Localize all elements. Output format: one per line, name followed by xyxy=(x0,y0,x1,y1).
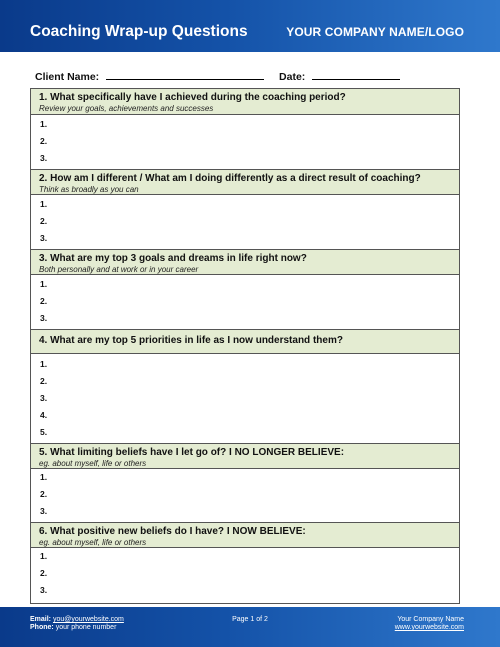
question-section xyxy=(31,523,459,603)
answer-line[interactable]: 1. xyxy=(40,119,48,129)
answer-line[interactable]: 3. xyxy=(40,506,48,516)
answer-line[interactable]: 3. xyxy=(40,585,48,595)
answer-line[interactable]: 3. xyxy=(40,313,48,323)
answer-line[interactable]: 3. xyxy=(40,393,48,403)
phone-label: Phone: xyxy=(30,624,54,631)
answer-line[interactable]: 4. xyxy=(40,410,48,420)
page-header xyxy=(0,0,500,52)
answer-line[interactable]: 5. xyxy=(40,427,48,437)
questions-form xyxy=(30,88,460,604)
answer-line[interactable]: 2. xyxy=(40,376,48,386)
answer-line[interactable]: 2. xyxy=(40,296,48,306)
question-text: 1. What specifically have I achieved during the coaching period? xyxy=(39,92,346,103)
answer-list xyxy=(31,548,459,603)
question-header xyxy=(31,170,459,195)
website-link[interactable]: www.yourwebsite.com xyxy=(394,624,464,631)
question-text: 6. What positive new beliefs do I have? I NOW BELIEVE: xyxy=(39,526,306,537)
answer-line[interactable]: 1. xyxy=(40,199,48,209)
client-name-field[interactable] xyxy=(106,69,264,80)
question-section xyxy=(31,444,459,523)
company-logo-placeholder: YOUR COMPANY NAME/LOGO xyxy=(286,25,464,39)
answer-line[interactable]: 2. xyxy=(40,136,48,146)
answer-line[interactable]: 3. xyxy=(40,233,48,243)
email-link[interactable]: you@yourwebsite.com xyxy=(52,616,124,623)
question-text: 4. What are my top 5 priorities in life as I now understand them? xyxy=(39,335,343,346)
answer-list xyxy=(31,115,459,169)
question-text: 2. How am I different / What am I doing differently as a direct result of coaching? xyxy=(39,173,421,184)
question-hint: Both personally and at work or in your career xyxy=(39,265,199,274)
answer-line[interactable]: 2. xyxy=(40,489,48,499)
footer-company xyxy=(395,616,464,632)
question-hint: eg. about myself, life or others xyxy=(39,459,147,468)
date-field[interactable] xyxy=(312,69,400,80)
question-section xyxy=(31,330,459,444)
question-header xyxy=(31,89,459,115)
page-number: Page 1 of 2 xyxy=(232,616,268,623)
question-hint: Review your goals, achievements and successes xyxy=(39,104,214,113)
question-header xyxy=(31,444,459,469)
question-header xyxy=(31,523,459,548)
answer-line[interactable]: 1. xyxy=(40,472,48,482)
answer-list xyxy=(31,469,459,522)
question-hint: eg. about myself, life or others xyxy=(39,538,147,547)
answer-line[interactable]: 1. xyxy=(40,279,48,289)
answer-list xyxy=(31,275,459,329)
phone-value: your phone number xyxy=(55,624,117,631)
question-section xyxy=(31,250,459,330)
answer-line[interactable]: 2. xyxy=(40,568,48,578)
footer-company-name: Your Company Name xyxy=(397,616,464,623)
answer-line[interactable]: 1. xyxy=(40,551,48,561)
page-footer xyxy=(0,607,500,647)
question-text: 5. What limiting beliefs have I let go of? I NO LONGER BELIEVE: xyxy=(39,447,345,458)
email-label: Email: xyxy=(30,616,52,623)
answer-line[interactable]: 3. xyxy=(40,153,48,163)
question-header xyxy=(31,330,459,354)
page-title: Coaching Wrap-up Questions xyxy=(30,23,248,40)
question-text: 3. What are my top 3 goals and dreams in life right now? xyxy=(39,253,307,264)
client-info-line xyxy=(35,69,400,83)
question-header xyxy=(31,250,459,275)
answer-list xyxy=(31,354,459,443)
question-section xyxy=(31,89,459,170)
answer-line[interactable]: 1. xyxy=(40,359,48,369)
answer-line[interactable]: 2. xyxy=(40,216,48,226)
question-section xyxy=(31,170,459,250)
answer-list xyxy=(31,195,459,249)
date-label: Date: xyxy=(279,71,306,83)
client-name-label: Client Name: xyxy=(35,71,100,83)
question-hint: Think as broadly as you can xyxy=(39,185,139,194)
